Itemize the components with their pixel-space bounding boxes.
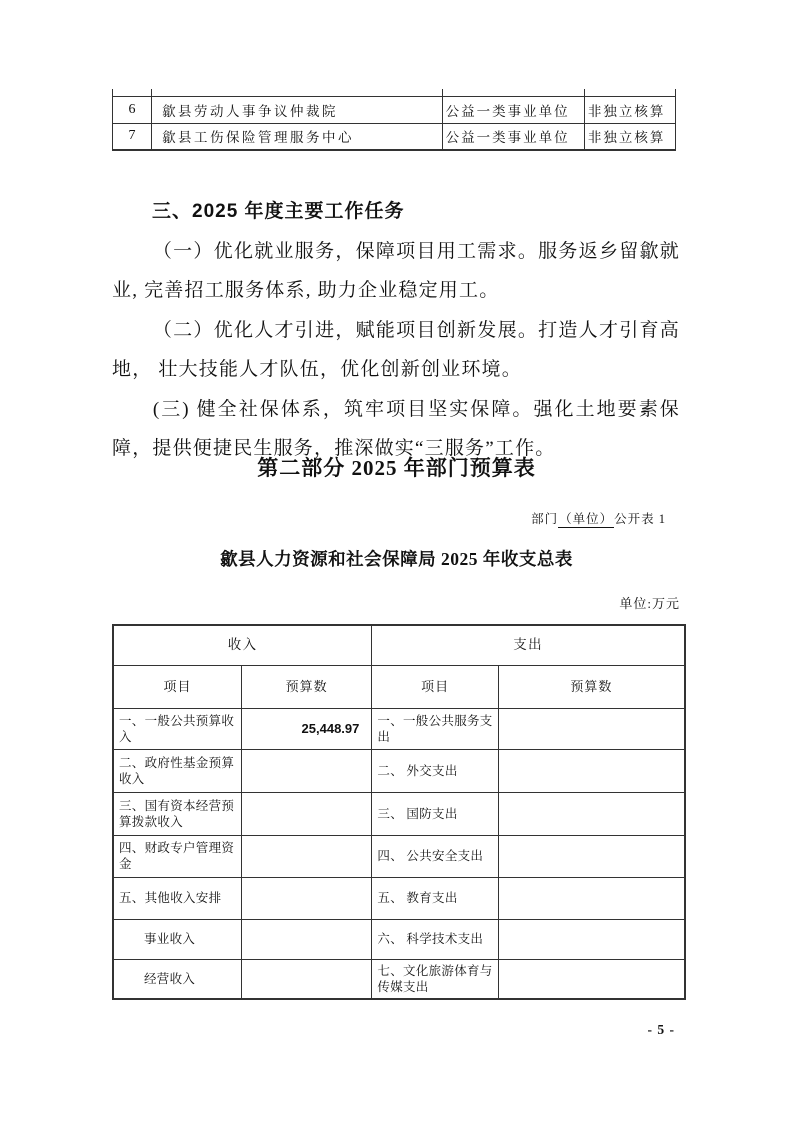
section-heading: 三、2025 年度主要工作任务 xyxy=(152,201,405,222)
income-value-cell xyxy=(241,877,371,919)
table-row xyxy=(113,96,676,123)
row-number-cell: 6 xyxy=(113,96,152,123)
stub-cell xyxy=(442,89,584,96)
expense-header-cell: 支出 xyxy=(372,625,685,665)
unit-accounting-cell: 非独立核算 xyxy=(584,123,675,150)
table-cutoff-stub-row xyxy=(113,89,676,96)
table-label-underlined: （单位） xyxy=(559,512,614,526)
income-value-cell: 25,448.97 xyxy=(241,708,371,749)
income-item-cell: 二、政府性基金预算收入 xyxy=(113,749,241,792)
income-item-cell: 四、财政专户管理资金 xyxy=(113,835,241,877)
income-value-cell xyxy=(241,792,371,835)
table-row xyxy=(113,123,676,150)
paragraph: （二）优化人才引进，赋能项目创新发展。打造人才引育高地， 壮大技能人才队伍，优化创新创业环境。 xyxy=(112,319,680,380)
expense-value-cell xyxy=(498,749,685,792)
expense-item-cell: 二、 外交支出 xyxy=(372,749,498,792)
income-item-cell: 一、一般公共预算收入 xyxy=(113,708,241,749)
paragraph: (三) 健全社保体系，筑牢项目坚实保障。强化土地要素保障，提供便捷民生服务，推深做实“三服务”工作。 xyxy=(112,398,680,459)
unit-name-cell: 歙县劳动人事争议仲裁院 xyxy=(152,96,443,123)
group-header-row xyxy=(113,625,685,665)
work-tasks-section xyxy=(112,192,680,469)
part2-heading: 第二部分 2025 年部门预算表 xyxy=(257,456,536,480)
stub-cell xyxy=(152,89,443,96)
table-public-label xyxy=(531,509,666,527)
paragraph: （一）优化就业服务，保障项目用工需求。服务返乡留歙就业, 完善招工服务体系, 助力企业稳定用工。 xyxy=(112,240,680,301)
expense-item-cell: 一、一般公共服务支出 xyxy=(372,708,498,749)
column-header-row xyxy=(113,665,685,708)
expense-value-cell xyxy=(498,959,685,999)
expense-item-cell: 四、 公共安全支出 xyxy=(372,835,498,877)
expense-item-cell: 五、 教育支出 xyxy=(372,877,498,919)
income-item-cell: 五、其他收入安排 xyxy=(113,877,241,919)
expense-item-cell: 七、文化旅游体育与传媒支出 xyxy=(372,959,498,999)
row-number-cell: 7 xyxy=(113,123,152,150)
item-col-header: 项目 xyxy=(113,665,241,708)
unit-type-cell: 公益一类事业单位 xyxy=(442,123,584,150)
income-item-cell: 事业收入 xyxy=(113,919,241,959)
budget-row xyxy=(113,835,685,877)
income-value-cell xyxy=(241,959,371,999)
budget-row xyxy=(113,877,685,919)
item-col-header: 项目 xyxy=(372,665,498,708)
table-label-suffix: 公开表 1 xyxy=(614,512,666,526)
income-value-cell xyxy=(241,919,371,959)
unit-accounting-cell: 非独立核算 xyxy=(584,96,675,123)
expense-item-cell: 三、 国防支出 xyxy=(372,792,498,835)
page-number: - 5 - xyxy=(647,1022,675,1037)
expense-value-cell xyxy=(498,835,685,877)
stub-cell xyxy=(113,89,152,96)
income-header-cell: 收入 xyxy=(113,625,372,665)
unit-note: 单位:万元 xyxy=(619,596,680,611)
expense-value-cell xyxy=(498,919,685,959)
income-expense-table xyxy=(112,624,686,1000)
unit-list-table xyxy=(112,89,676,151)
stub-cell xyxy=(584,89,675,96)
budget-row xyxy=(113,792,685,835)
income-value-cell xyxy=(241,749,371,792)
budget-row xyxy=(113,708,685,749)
unit-name-cell: 歙县工伤保险管理服务中心 xyxy=(152,123,443,150)
expense-item-cell: 六、 科学技术支出 xyxy=(372,919,498,959)
budget-table-title: 歙县人力资源和社会保障局 2025 年收支总表 xyxy=(220,549,573,569)
expense-value-cell xyxy=(498,877,685,919)
income-item-cell: 三、国有资本经营预算拨款收入 xyxy=(113,792,241,835)
table-label-prefix: 部门 xyxy=(531,512,559,526)
income-item-cell: 经营收入 xyxy=(113,959,241,999)
expense-value-cell xyxy=(498,708,685,749)
expense-value-cell xyxy=(498,792,685,835)
budget-col-header: 预算数 xyxy=(241,665,371,708)
budget-row xyxy=(113,749,685,792)
budget-col-header: 预算数 xyxy=(498,665,685,708)
income-value-cell xyxy=(241,835,371,877)
budget-row xyxy=(113,959,685,999)
unit-type-cell: 公益一类事业单位 xyxy=(442,96,584,123)
budget-row xyxy=(113,919,685,959)
